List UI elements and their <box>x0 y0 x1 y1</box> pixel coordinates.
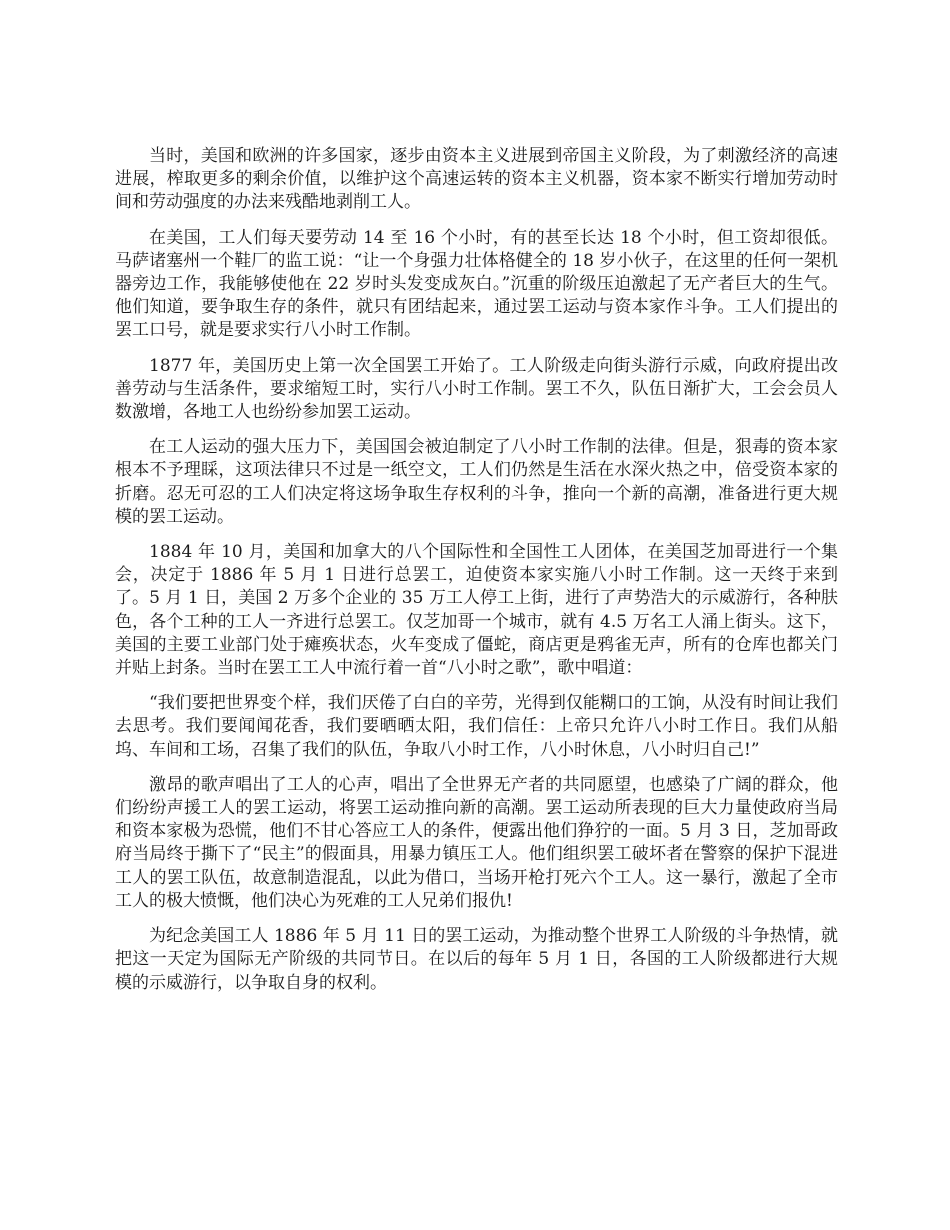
paragraph-2: 在美国，工人们每天要劳动 14 至 16 个小时，有的甚至长达 18 个小时，但工资却很低。马萨诸塞州一个鞋厂的监工说：“让一个身强力壮体格健全的 18 岁小伙子，在这里的任何一架机器旁边工作，我能够使他在 22 岁时头发变成灰白。”沉重的阶级压迫激起了无产者巨大的生气。他们知道，要争取生存的条件，就只有团结起来，通过罢工运动与资本家作斗争。工人们提出的罢工口号，就是要求实行八小时工作制。 <box>115 227 838 341</box>
paragraph-5: 1884 年 10 月，美国和加拿大的八个国际性和全国性工人团体，在美国芝加哥进行一个集会，决定于 1886 年 5 月 1 日进行总罢工，迫使资本家实施八小时工作制。这一天终于来到了。5 月 1 日，美国 2 万多个企业的 35 万工人停工上街，进行了声势浩大的示威游行，各种肤色，各个工种的工人一齐进行总罢工。仅芝加哥一个城市，就有 4.5 万名工人涌上街头。这下，美国的主要工业部门处于瘫痪状态，火车变成了僵蛇，商店更是鸦雀无声，所有的仓库也都关门并贴上封条。当时在罢工工人中流行着一首“八小时之歌”，歌中唱道： <box>115 542 838 679</box>
song-quote-paragraph: “我们要把世界变个样，我们厌倦了白白的辛劳，光得到仅能糊口的工饷，从没有时间让我们去思考。我们要闻闻花香，我们要晒晒太阳，我们信任：上帝只允许八小时工作日。我们从船坞、车间和工场，召集了我们的队伍，争取八小时工作，八小时休息，八小时归自己!” <box>115 693 838 760</box>
paragraph-3: 1877 年，美国历史上第一次全国罢工开始了。工人阶级走向街头游行示威，向政府提出改善劳动与生活条件，要求缩短工时，实行八小时工作制。罢工不久，队伍日渐扩大，工会会员人数激增，各地工人也纷纷参加罢工运动。 <box>115 355 838 423</box>
paragraph-4: 在工人运动的强大压力下，美国国会被迫制定了八小时工作制的法律。但是，狠毒的资本家根本不予理睬，这项法律只不过是一纸空文，工人们仍然是生活在水深火热之中，倍受资本家的折磨。忍无可忍的工人们决定将这场争取生存权利的斗争，推向一个新的高潮，准备进行更大规模的罢工运动。 <box>115 437 838 527</box>
paragraph-7: 激昂的歌声唱出了工人的心声，唱出了全世界无产者的共同愿望，也感染了广阔的群众，他们纷纷声援工人的罢工运动，将罢工运动推向新的高潮。罢工运动所表现的巨大力量使政府当局和资本家极为恐慌，他们不甘心答应工人的条件，便露出他们狰狞的一面。5 月 3 日，芝加哥政府当局终于撕下了“民主”的假面具，用暴力镇压工人。他们组织罢工破坏者在警察的保护下混进工人的罢工队伍，故意制造混乱，以此为借口，当场开枪打死六个工人。这一暴行，激起了全市工人的极大愤慨，他们决心为死难的工人兄弟们报仇! <box>115 774 838 911</box>
paragraph-1: 当时，美国和欧洲的许多国家，逐步由资本主义进展到帝国主义阶段，为了刺激经济的高速进展，榨取更多的剩余价值，以维护这个高速运转的资本主义机器，资本家不断实行增加劳动时间和劳动强度的办法来残酷地剥削工人。 <box>115 146 838 213</box>
paragraph-8: 为纪念美国工人 1886 年 5 月 11 日的罢工运动，为推动整个世界工人阶级的斗争热情，就把这一天定为国际无产阶级的共同节日。在以后的每年 5 月 1 日，各国的工人阶级都进行大规模的示威游行，以争取自身的权利。 <box>115 926 838 993</box>
